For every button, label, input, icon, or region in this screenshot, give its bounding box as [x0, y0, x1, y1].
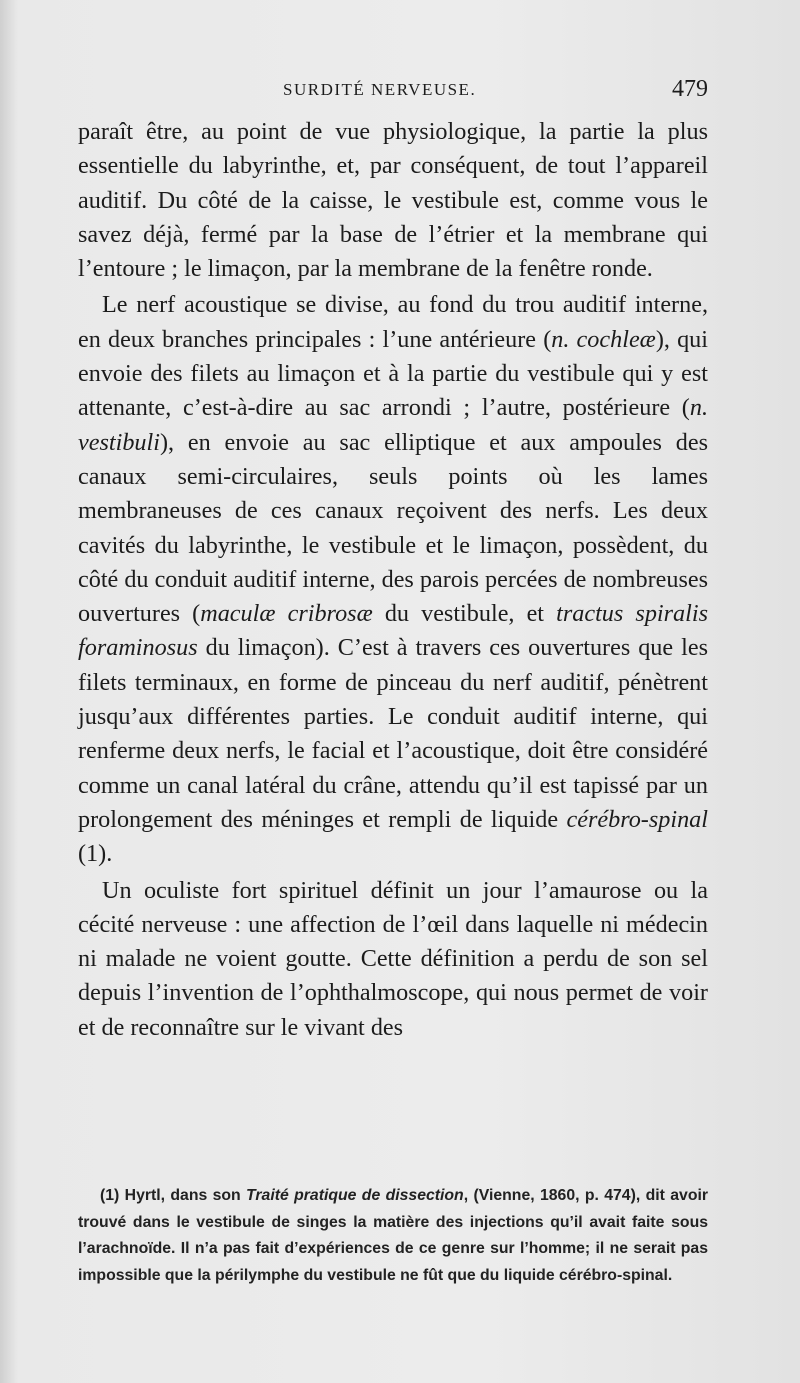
p2-text-1: Le nerf acoustique se divise, au fond du trou auditif interne, en deux branches principales : l’une antérieure (: [78, 291, 708, 353]
footnote-text-2: , (Vienne, 1860, p. 474), dit avoir trouvé dans le vestibule de singes la matière des injections qu’il avait faite sous l’arachnoïde. Il n’a pas fait d’expériences de ce genre sur l’homme; il ne serait pas impossible que la périlymphe du vestibule ne fût que du liquide cérébro-spinal.: [78, 1187, 708, 1284]
p2-italic-5: cérébro-spinal: [566, 805, 708, 833]
paragraph-3: Un oculiste fort spirituel définit un jour l’amaurose ou la cécité nerveuse : une affection de l’œil dans laquelle ni médecin ni malade ne voient goutte. Cette définition a perdu de son sel depuis l’invention de l’ophthalmoscope, qui nous permet de voir et de reconnaître sur le vivant des: [78, 876, 708, 1041]
p2-text-3: ), en envoie au sac elliptique et aux ampoules des canaux semi-circulaires, seuls points où les lames membraneuses de ces canaux reçoivent des nerfs. Les deux cavités du labyrinthe, le vestibule et le limaçon, possèdent, du côté du conduit auditif interne, des parois percées de nombreuses ouvertures (: [78, 428, 709, 628]
p2-italic-2: n. vestibuli: [78, 394, 708, 456]
p2-italic-3: maculæ cribrosæ: [200, 600, 373, 628]
p2-text-5: du limaçon). C’est à travers ces ouvertures que les filets terminaux, en forme de pinceau du nerf auditif, pénètrent jusqu’aux différentes parties. Le conduit auditif interne, qui renferme deux nerfs, le facial et l’acoustique, doit être considéré comme un canal latéral du crâne, attendu qu’il est tapissé par un prolongement des méninges et rempli de liquide: [78, 634, 708, 833]
main-text: [78, 115, 708, 1045]
page-number: 479: [672, 76, 708, 102]
paragraph-2: [78, 288, 708, 871]
page-header: [78, 74, 708, 114]
p2-text-4: du vestibule, et: [372, 600, 557, 628]
p2-italic-1: n. cochleæ: [551, 325, 656, 353]
footnote: [78, 1183, 708, 1289]
p2-text-2: ), qui envoie des filets au limaçon et à la partie du vestibule qui y est attenante, c’est-à-dire au sac arrondi ; l’autre, postérieure (: [78, 325, 708, 422]
p2-text-6: (1).: [78, 840, 113, 868]
paragraph-1: paraît être, au point de vue physiologique, la partie la plus essentielle du labyrinthe, et, par conséquent, de tout l’appareil auditif. Du côté de la caisse, le vestibule est, comme vous le savez déjà, fermé par la base de l’étrier et la membrane qui l’entoure ; le limaçon, par la membrane de la fenêtre ronde.: [78, 118, 708, 283]
p2-italic-4: tractus spiralis foraminosus: [78, 600, 708, 662]
footnote-text-1: (1) Hyrtl, dans son: [100, 1187, 247, 1204]
running-head: SURDITÉ NERVEUSE.: [283, 80, 477, 99]
footnote-italic-title: Traité pratique de dissection: [246, 1187, 464, 1204]
footnote-paragraph: [78, 1183, 708, 1289]
